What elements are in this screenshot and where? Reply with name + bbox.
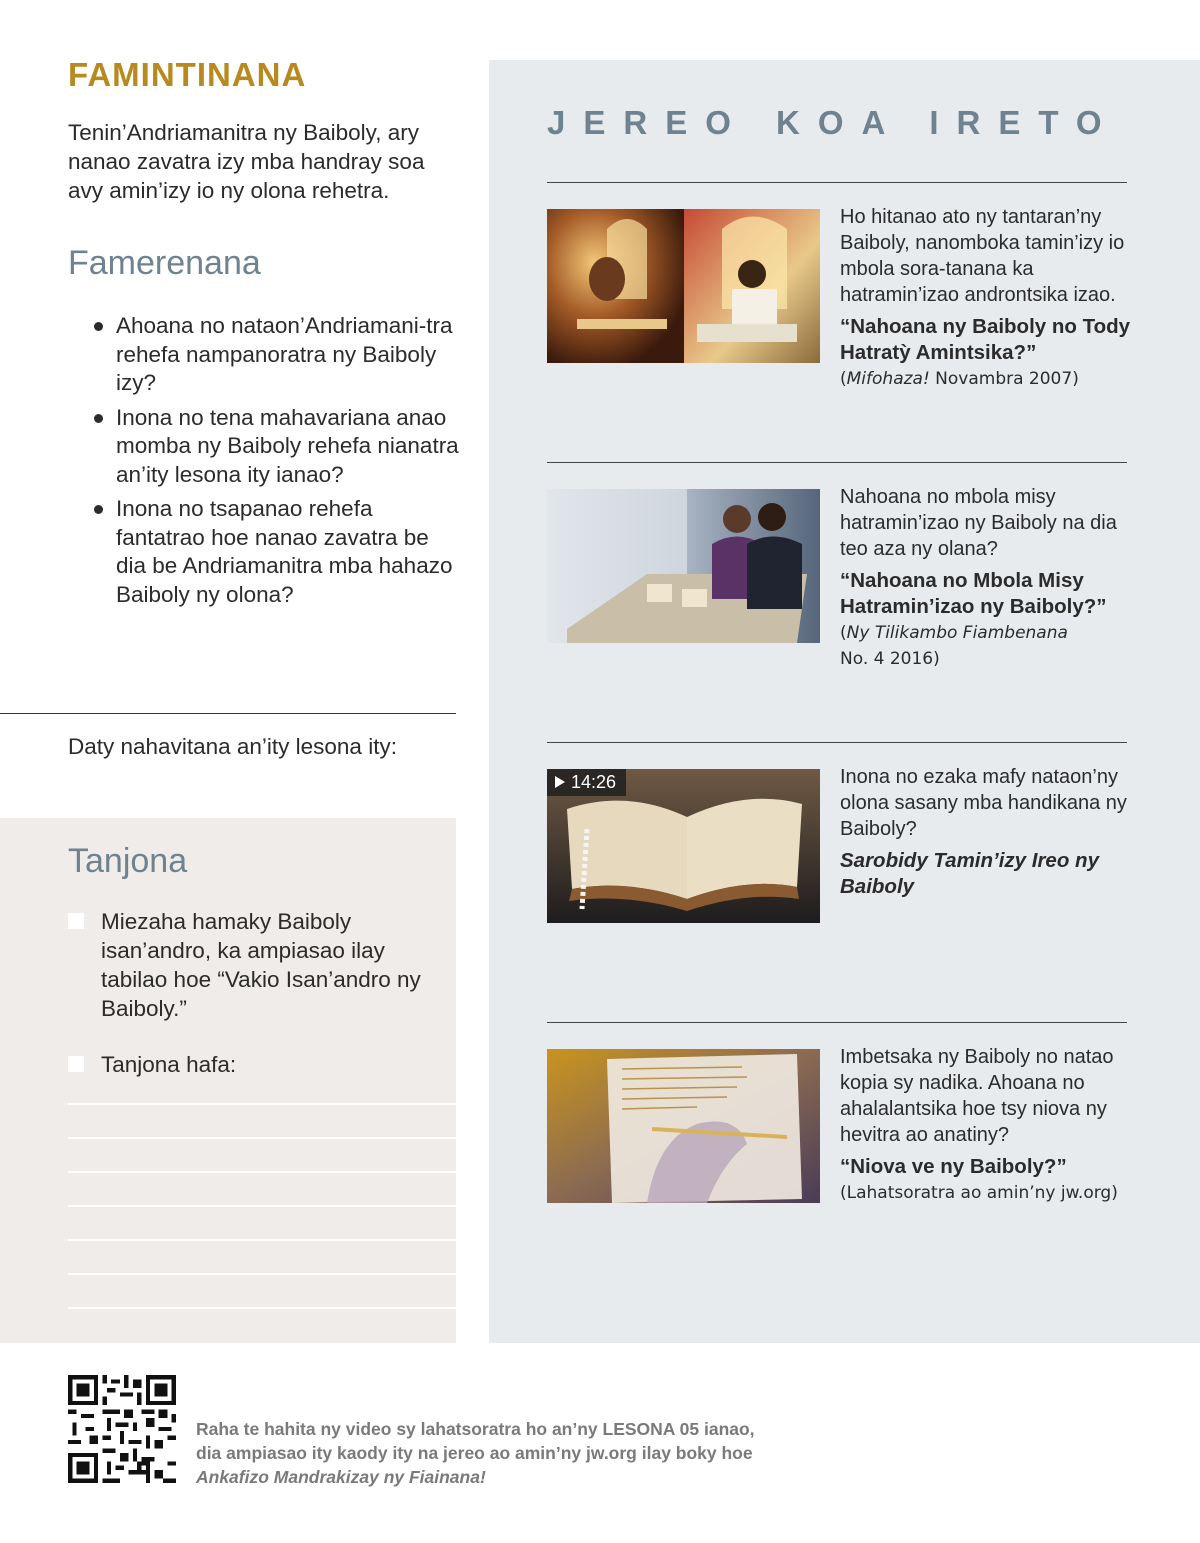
article-thumbnail-bible-changed[interactable]	[547, 1049, 820, 1203]
completion-date-label: Daty nahavitana an’ity lesona ity:	[68, 734, 397, 759]
review-question: Inona no tena mahavariana anao momba ny Baiboly rehefa nianatra an’ity lesona ity ianao?	[90, 404, 460, 490]
goal-panel	[0, 818, 456, 1343]
footer-note	[196, 1417, 756, 1489]
source-publication: Mifohaza!	[846, 369, 930, 389]
entry-source: (Mifohaza! Novambra 2007)	[840, 369, 1079, 389]
entry-description: Nahoana no mbola misy hatramin’izao ny Baiboly na dia teo aza ny olana?	[840, 486, 1117, 560]
see-also-entry	[840, 1044, 1132, 1206]
review-question-list	[90, 312, 460, 615]
see-also-heading: JEREO KOA IRETO	[547, 104, 1120, 141]
see-also-entry	[840, 764, 1132, 900]
video-thumbnail-precious-bible[interactable]	[547, 769, 820, 923]
see-also-entry	[840, 484, 1132, 672]
source-date: No. 4 2016	[840, 649, 934, 669]
goal-checkbox[interactable]	[68, 913, 84, 929]
review-question: Ahoana no nataon’Andriamani-tra rehefa nampanoratra ny Baiboly izy?	[90, 312, 460, 398]
entry-title-link[interactable]: “Niova ve ny Baiboly?”	[840, 1155, 1067, 1178]
review-heading: Famerenana	[68, 244, 261, 282]
qr-code-icon[interactable]	[68, 1375, 176, 1483]
entry-divider	[547, 1022, 1127, 1023]
entry-description: Inona no ezaka mafy nataon’ny olona sasany mba handikana ny Baiboly?	[840, 766, 1127, 840]
video-duration-badge	[547, 769, 626, 796]
review-question: Inona no tsapanao rehefa fantatrao hoe nanao zavatra be dia be Andriamanitra mba hahazo Baiboly ny olona?	[90, 495, 460, 609]
entry-divider	[547, 182, 1127, 183]
writing-line[interactable]	[68, 1307, 456, 1309]
summary-text: Tenin’Andriamanitra ny Baiboly, ary nanao zavatra izy mba handray soa avy amin’izy io ny olona rehetra.	[68, 120, 425, 203]
see-also-entry	[840, 204, 1132, 392]
entry-title-link[interactable]: “Nahoana ny Baiboly no Tody Hatratỳ Amintsika?”	[840, 315, 1131, 364]
footer-text: Raha te hahita ny video sy lahatsoratra ho an’ny LESONA 05 ianao, dia ampiasao ity kaody ity na jereo ao amin’ny jw.org ilay boky hoe	[196, 1419, 755, 1463]
article-thumbnail-bible-history[interactable]	[547, 209, 820, 363]
entry-source: (Ny Tilikambo Fiambenana No. 4 2016)	[840, 623, 1068, 669]
source-publication: Ny Tilikambo Fiambenana	[846, 623, 1068, 643]
writing-line[interactable]	[68, 1137, 456, 1139]
entry-description: Imbetsaka ny Baiboly no natao kopia sy nadika. Ahoana no ahalalantsika hoe tsy niova ny hevitra ao anatiny?	[840, 1046, 1114, 1146]
play-icon	[555, 776, 565, 788]
summary-heading: FAMINTINANA	[68, 56, 307, 93]
entry-description: Ho hitanao ato ny tantaran’ny Baiboly, nanomboka tamin’izy io mbola sora-tanana ka hatramin’izao androntsika izao.	[840, 206, 1125, 306]
entry-source: (Lahatsoratra ao amin’ny jw.org)	[840, 1183, 1118, 1203]
entry-divider	[547, 742, 1127, 743]
source-date: Novambra 2007	[935, 369, 1073, 389]
writing-line[interactable]	[68, 1239, 456, 1241]
source-date: Lahatsoratra ao amin’ny jw.org	[846, 1183, 1112, 1203]
goal-item-label: Miezaha hamaky Baiboly isan’andro, ka ampiasao ilay tabilao hoe “Vakio Isan’andro ny Baiboly.”	[101, 909, 421, 1021]
goal-checkbox[interactable]	[68, 1056, 84, 1072]
writing-line[interactable]	[68, 1103, 456, 1105]
entry-title-link[interactable]: Sarobidy Tamin’izy Ireo ny Baiboly	[840, 849, 1099, 898]
entry-title-link[interactable]: “Nahoana no Mbola Misy Hatramin’izao ny Baiboly?”	[840, 569, 1107, 618]
article-thumbnail-bible-survived[interactable]	[547, 489, 820, 643]
footer-book-title: Ankafizo Mandrakizay ny Fiainana!	[196, 1467, 486, 1487]
writing-line[interactable]	[68, 1273, 456, 1275]
writing-line[interactable]	[68, 1171, 456, 1173]
goal-item-other[interactable]	[68, 1050, 428, 1079]
goal-item-daily-reading[interactable]	[68, 907, 428, 1023]
section-divider	[0, 713, 456, 714]
goal-heading: Tanjona	[68, 842, 188, 880]
writing-line[interactable]	[68, 1205, 456, 1207]
entry-divider	[547, 462, 1127, 463]
goal-item-label: Tanjona hafa:	[101, 1052, 237, 1077]
video-duration: 14:26	[571, 772, 617, 792]
